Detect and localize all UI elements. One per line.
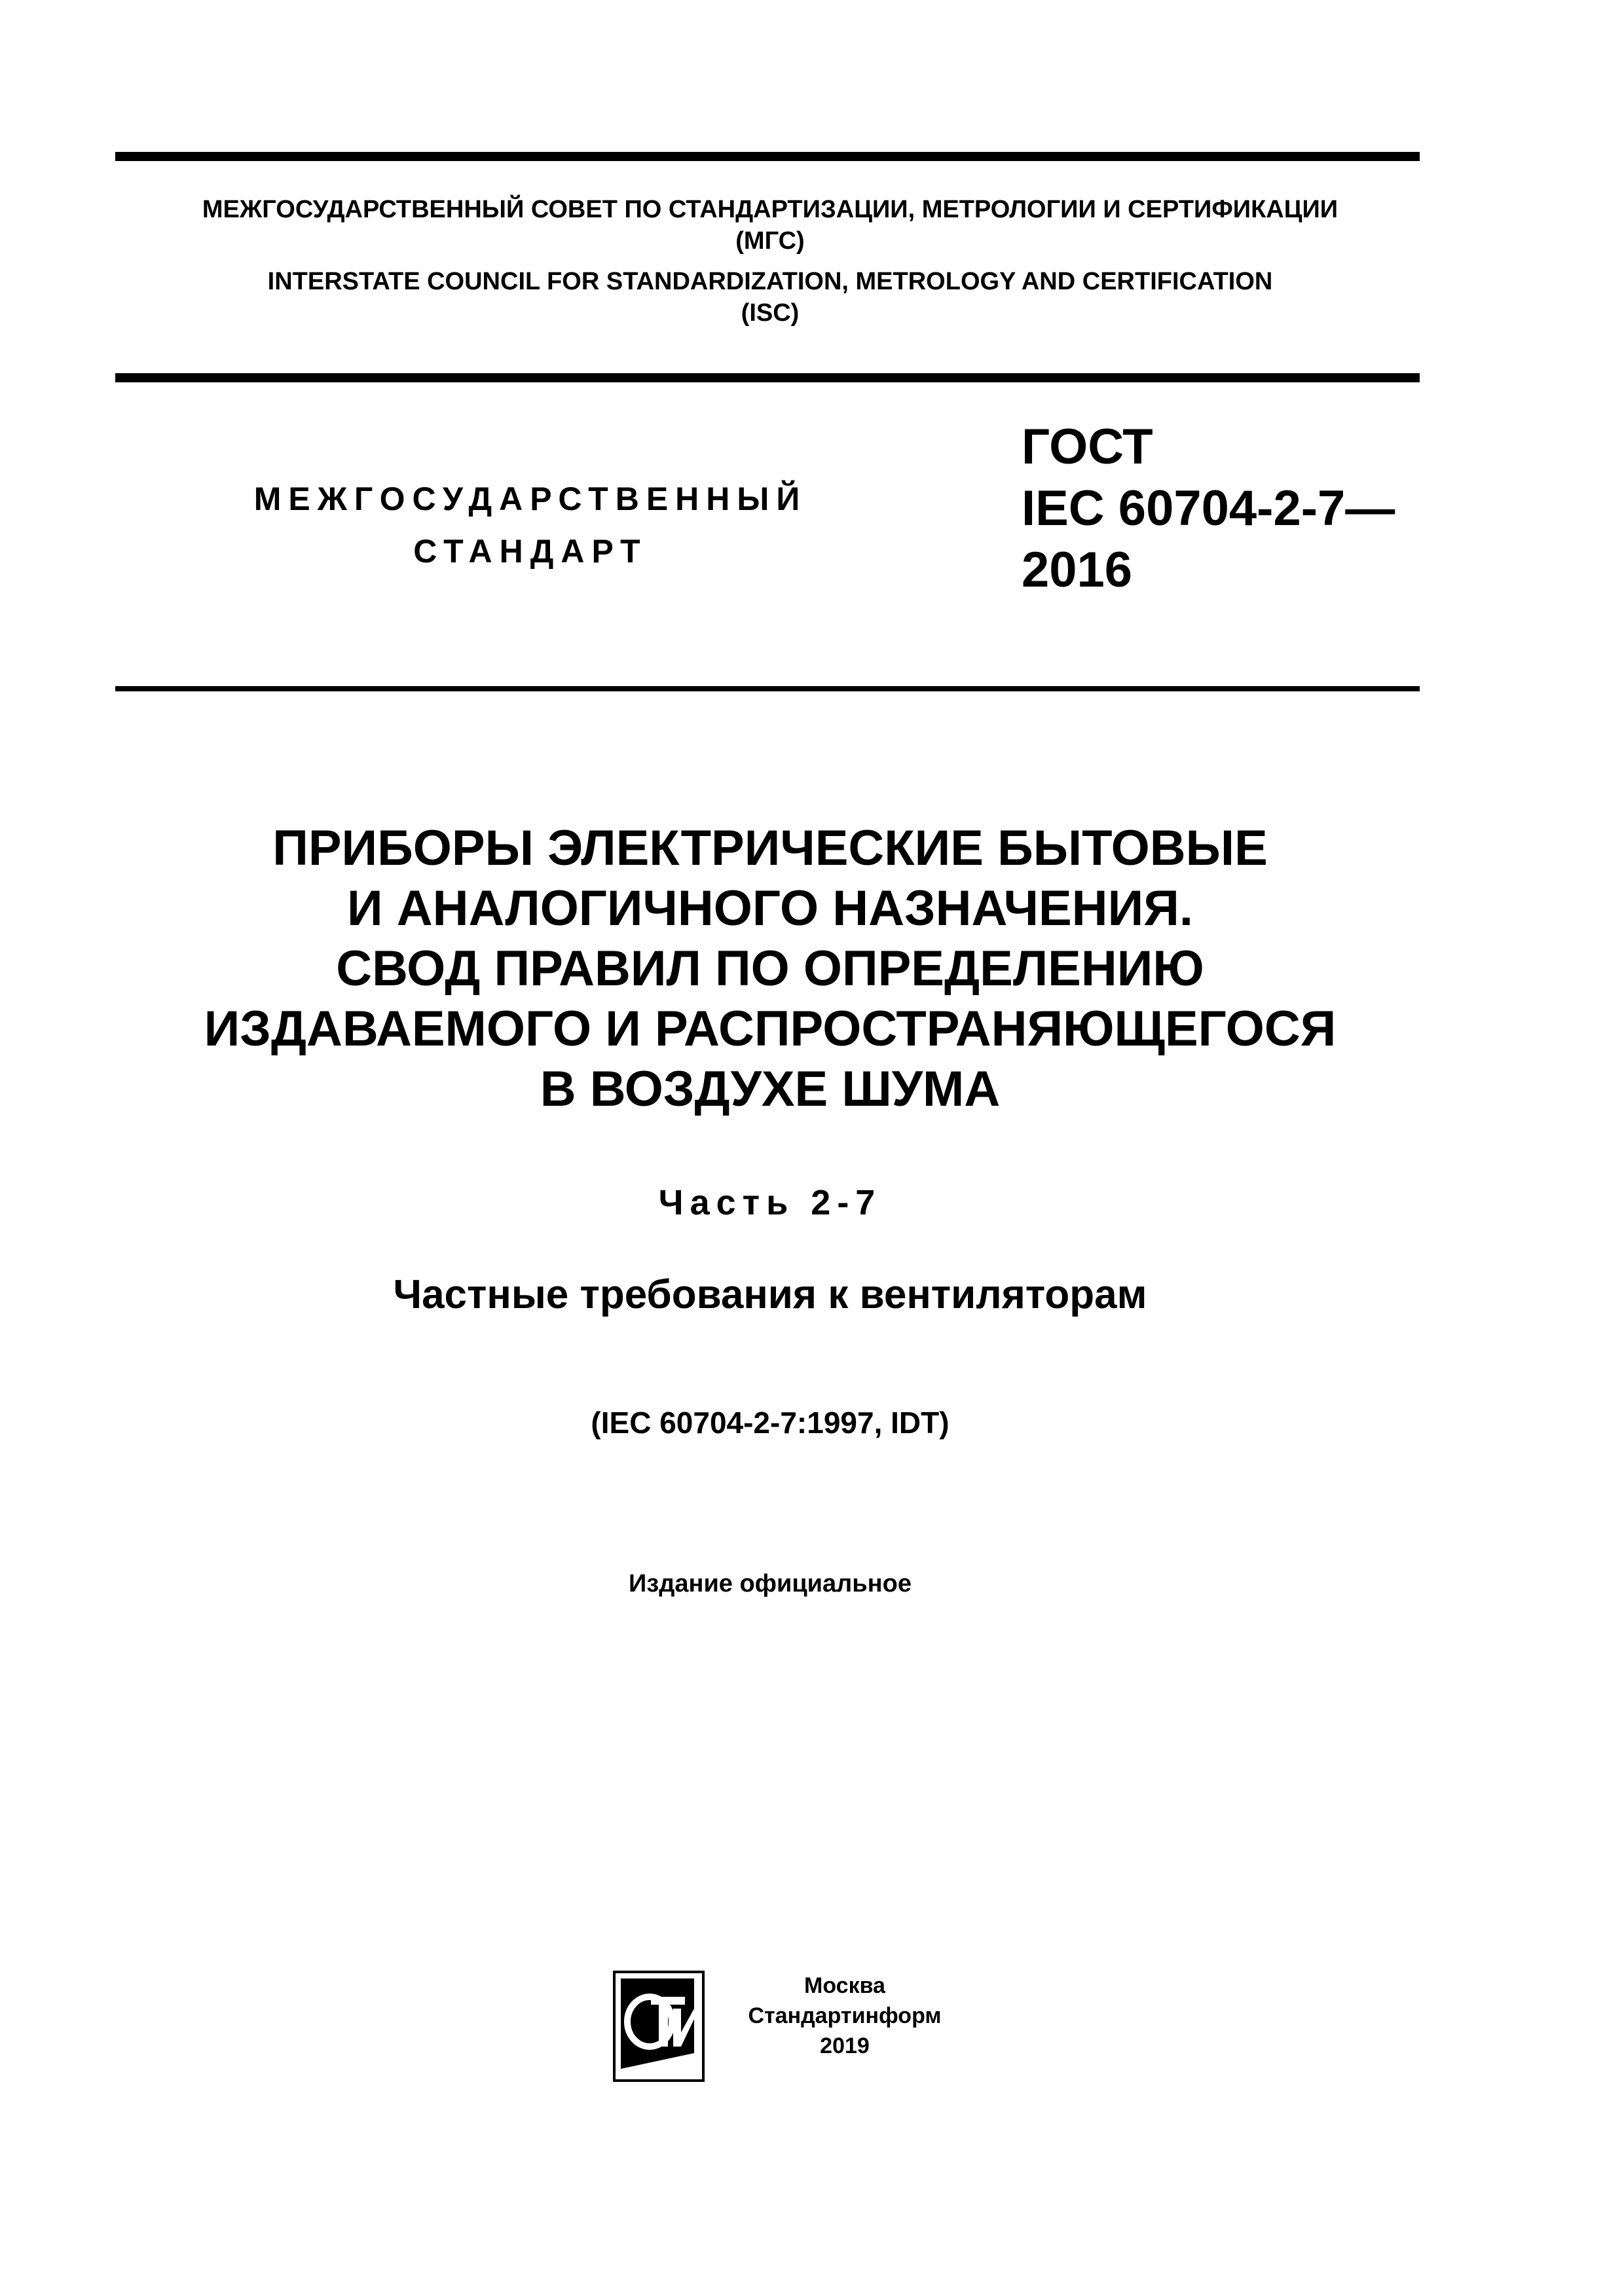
part-number: Часть 2-7 [658, 1183, 882, 1222]
standard-kind-line2: СТАНДАРТ [413, 533, 648, 570]
council-ru-abbr: (МГС) [735, 227, 805, 255]
publisher-imprint [720, 1971, 969, 2061]
standard-kind [236, 473, 825, 577]
council-en-abbr: (ISC) [741, 299, 800, 327]
title-line4: ИЗДАВАЕМОГО И РАСПРОСТРАНЯЮЩЕГОСЯ [204, 1001, 1337, 1057]
standard-kind-line1: МЕЖГОСУДАРСТВЕННЫЙ [253, 481, 807, 517]
designation-line1: ГОСТ [1022, 419, 1153, 475]
council-header [115, 194, 1425, 329]
standartinform-logo-icon [613, 1971, 705, 2082]
publisher-year: 2019 [820, 2033, 870, 2058]
council-ru-name: МЕЖГОСУДАРСТВЕННЫЙ СОВЕТ ПО СТАНДАРТИЗАЦИИ, МЕТРОЛОГИИ И СЕРТИФИКАЦИИ [202, 196, 1338, 223]
title-line2: И АНАЛОГИЧНОГО НАЗНАЧЕНИЯ. [347, 881, 1193, 936]
title-line3: СВОД ПРАВИЛ ПО ОПРЕДЕЛЕНИЮ [336, 941, 1204, 996]
title-line5: В ВОЗДУХЕ ШУМА [540, 1061, 1001, 1117]
designation-divider [115, 686, 1420, 691]
document-title [115, 818, 1425, 1120]
document-subtitle: Частные требования к вентиляторам [393, 1272, 1147, 1317]
title-line1: ПРИБОРЫ ЭЛЕКТРИЧЕСКИЕ БЫТОВЫЕ [272, 820, 1268, 876]
top-divider [115, 152, 1420, 161]
header-divider [115, 373, 1420, 382]
designation-line2: IEC 60704-2-7— [1022, 481, 1395, 536]
publisher-name: Стандартинформ [748, 2003, 942, 2028]
publisher-city: Москва [804, 1973, 885, 1998]
council-en-name: INTERSTATE COUNCIL FOR STANDARDIZATION, METROLOGY AND CERTIFICATION [267, 268, 1273, 295]
designation-line3: 2016 [1022, 542, 1133, 598]
edition-note: Издание официальное [629, 1570, 912, 1597]
iec-reference: (IEC 60704-2-7:1997, IDT) [591, 1406, 950, 1440]
standard-designation [1022, 416, 1414, 601]
